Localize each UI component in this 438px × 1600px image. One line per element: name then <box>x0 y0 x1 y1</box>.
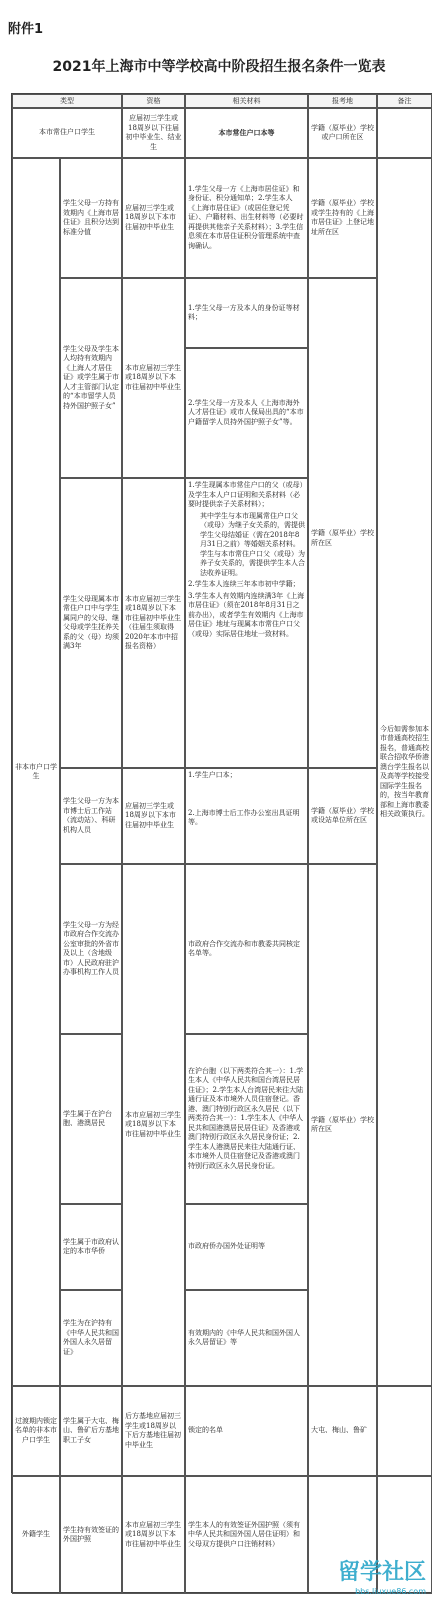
sub2-materials-b: 2.学生父母一方及本人《上海市海外人才居住证》或市人保局出具的“本市户籍留学人员持外国护照子女”等。 <box>185 348 308 478</box>
sub4-materials <box>185 768 308 864</box>
sub5-materials: 市政府合作交流办和市教委共同核定名单等。 <box>185 864 308 1034</box>
header-remark: 备注 <box>377 94 432 108</box>
sub3-materials-note: 其中学生与本市现属常住户口父（或母）为继子女关系的，需提供学生父母结婚证（需在2018年8月31日之前）等婚姻关系材料。学生与本市常住户口父（或母）为养子女关系的，需提供学生本人合法收养证明。 <box>200 511 305 577</box>
sub3-report-place: 学籍（原毕业）学校所在区 <box>308 278 377 768</box>
sub5-type: 学生父母一方为经市政府合作交流办公室审批的外省市及以上（含地级市）人民政府驻沪办事机构工作人员 <box>60 864 122 1034</box>
sub7-materials: 市政府侨办国外处证明等 <box>185 1204 308 1290</box>
transition-qualification: 后方基地应届初三学生或18周岁以下后方基地往届初中毕业生 <box>122 1386 185 1476</box>
header-qualification: 资格 <box>122 94 185 108</box>
sub3-materials-3: 3.学生本人有效期内连续满3年《上海市居住证》（须在2018年8月31日之前办出），或者学生有效期内《上海市居住证》地址与现属本市常住户口父（或母）实际居住地址一致材料。 <box>188 591 305 638</box>
sub6-type: 学生属于在沪台胞、港澳居民 <box>60 1034 122 1204</box>
sub1-report-place: 学籍（原毕业）学校或学生持有的《上海市居住证》上登记地址所在区 <box>308 158 377 278</box>
sub2-type: 学生父母及学生本人均持有效期内《上海人才居住证》或学生属于市人才主管部门认定的“本市留学人员持外国护照子女” <box>60 278 122 478</box>
page-title: 2021年上海市中等学校高中阶段招生报名条件一览表 <box>52 59 386 75</box>
foreign-materials: 学生本人的有效签证外国护照（须有中华人民共和国外国人居住证明）和父母双方提供户口注销材料） <box>185 1476 308 1594</box>
sub3-materials <box>185 478 308 768</box>
local-remark <box>377 108 432 158</box>
sub4-materials-a: 1.学生户口本； <box>188 771 237 779</box>
transition-report-place: 大屯、梅山、鲁矿 <box>308 1386 377 1476</box>
sub4-type: 学生父母一方为本市博士后工作站（流动站）、科研机构人员 <box>60 768 122 864</box>
sub3-qualification: 本市应届初三学生或18周岁以下本市往届初中毕业生（往届生须取得2020年本市中招报名资格） <box>122 478 185 768</box>
sub8-materials: 有效期内的《中华人民共和国外国人永久居留证》等 <box>185 1290 308 1386</box>
sub3-materials-1: 1.学生现属本市常住户口的父（或母）及学生本人户口证明和关系材料（必要时提供亲子关系材料）； <box>188 481 304 508</box>
local-qualification: 应届初三学生或18周岁以下往届初中毕业生、结业生 <box>122 108 185 158</box>
sub6-report-place: 学籍（原毕业）学校所在区 <box>308 864 377 1386</box>
watermark-url: bbs.liuxue86.com <box>355 1587 426 1596</box>
requirements-table <box>11 93 432 1593</box>
nonlocal-label: 非本市户口学生 <box>12 158 60 1386</box>
sub4-materials-b: 2.上海市博士后工作办公室出具证明等。 <box>188 808 300 826</box>
local-materials: 本市常住户口本等 <box>185 108 308 158</box>
foreign-subtype: 学生持有效签证的外国护照 <box>60 1476 122 1594</box>
header-materials: 相关材料 <box>185 94 308 108</box>
foreign-qualification: 本市应届初三学生或18周岁以下本市往届初中毕业生 <box>122 1476 185 1594</box>
watermark-logo: 留学社区 <box>337 1560 426 1585</box>
sub1-qualification: 应届初三学生或18周岁以下本市往届初中毕业生 <box>122 158 185 278</box>
sub6-materials: 在沪台胞（以下两类符合其一）：1.学生本人《中华人民共和国台湾居民居住证》；2.学生本人台湾居民来往大陆通行证及本市境外人员住宿登记。香港、澳门特别行政区永久居民（以下两类符合其一）：1.学生本人《中华人民共和国港澳居民居住证》及香港或澳门特别行政区永久居民身份证；2.学生本人港澳居民来往大陆通行证、本市境外人员住宿登记及香港或澳门特别行政区永久居民身份证。 <box>185 1034 308 1204</box>
sub2-materials-a: 1.学生父母一方及本人的身份证等材料； <box>185 278 308 348</box>
sub1-materials: 1.学生父母一方《上海市居住证》和身份证、积分通知单；2.学生本人《上海市居住证》（或居住登记凭证）、户籍材料、出生材料等（必要时再提供其他亲子关系材料）；3.学生信息须在本市居住证积分管理系统中查询确认。 <box>185 158 308 278</box>
sub3-materials-2: 2.学生本人连续三年本市初中学籍； <box>188 580 300 588</box>
sub3-type: 学生父母现属本市常住户口中与学生属同户的父母、继父母或学生抚养关系的父（母）均须满3年 <box>60 478 122 768</box>
sub4-report-place: 学籍（原毕业）学校或设站单位所在区 <box>308 768 377 864</box>
sub4-qualification: 应届初三学生或18周岁以下本市往届初中毕业生 <box>122 768 185 864</box>
transition-materials: 锁定的名单 <box>185 1386 308 1476</box>
sub7-type: 学生属于市政府认定的本市华侨 <box>60 1204 122 1290</box>
nonlocal-remark: 今后如需参加本市普通高校招生报名，普通高校联合招收华侨港澳台学生报名以及高等学校接受国际学生报名的，按当年教育部和上海市教委相关政策执行。 <box>377 158 432 1386</box>
local-type: 本市常住户口学生 <box>12 108 122 158</box>
sub2-qualification: 本市应届初三学生或18周岁以下本市往届初中毕业生 <box>122 278 185 478</box>
transition-type: 过渡期内锁定名单的非本市户口学生 <box>12 1386 60 1476</box>
transition-subtype: 学生属于大屯、梅山、鲁矿后方基地职工子女 <box>60 1386 122 1476</box>
foreign-type: 外籍学生 <box>12 1476 60 1594</box>
annex-label: 附件1 <box>8 22 44 37</box>
local-report-place: 学籍（原毕业）学校或户口所在区 <box>308 108 377 158</box>
sub8-type: 学生为在沪持有《中华人民共和国外国人永久居留证》 <box>60 1290 122 1386</box>
header-type: 类型 <box>12 94 122 108</box>
sub6-qualification: 本市应届初三学生或18周岁以下本市往届初中毕业生 <box>122 864 185 1386</box>
sub1-type: 学生父母一方持有效期内《上海市居住证》且积分达到标准分值 <box>60 158 122 278</box>
transition-remark <box>377 1386 432 1476</box>
header-report-place: 报考地 <box>308 94 377 108</box>
